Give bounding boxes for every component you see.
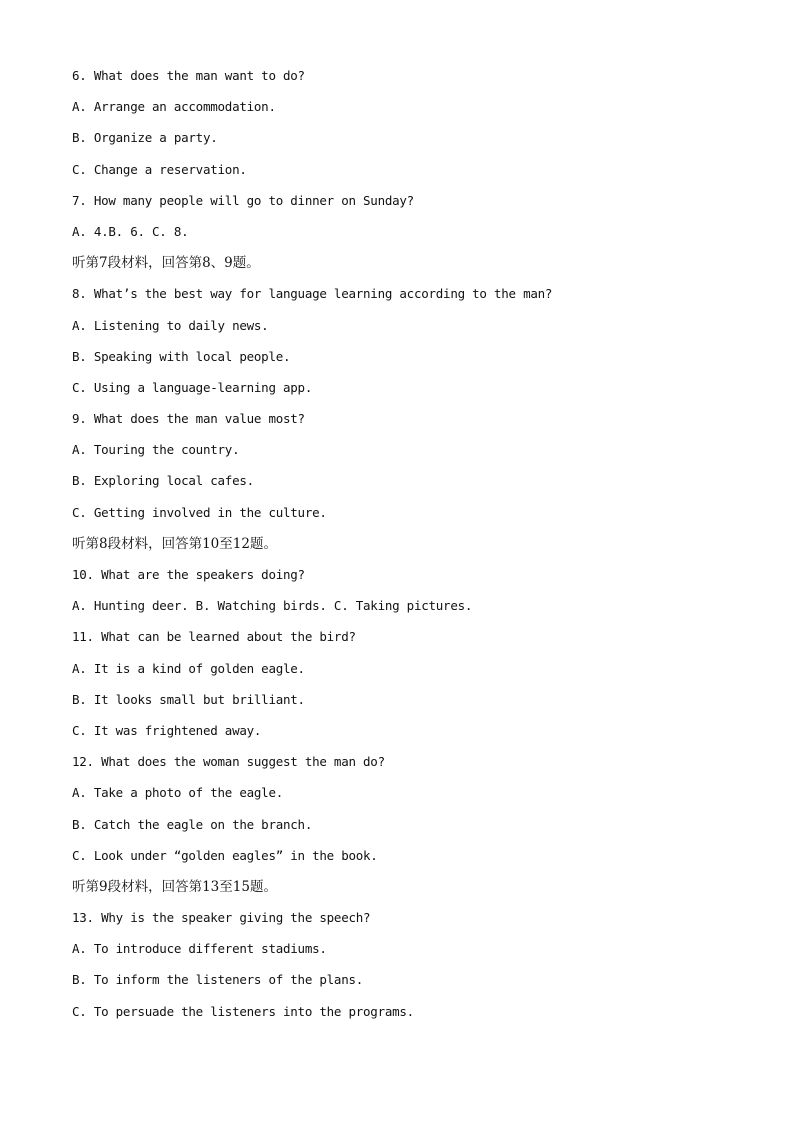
option-11c: C. It was frightened away. xyxy=(72,722,262,738)
option-6b: B. Organize a party. xyxy=(72,130,218,146)
option-13a: A. To introduce different stadiums. xyxy=(72,941,327,957)
question-7: 7. How many people will go to dinner on Sunday? xyxy=(72,192,414,208)
question-6: 6. What does the man want to do? xyxy=(72,68,305,83)
question-9: 9. What does the man value most? xyxy=(72,411,305,427)
options-7: A. 4.B. 6. C. 8. xyxy=(72,223,189,239)
option-9b: B. Exploring local cafes. xyxy=(72,473,254,489)
option-8c: C. Using a language-learning app. xyxy=(72,379,313,395)
option-13b: B. To inform the listeners of the plans. xyxy=(72,972,364,988)
question-8: 8. What’s the best way for language learning according to the man? xyxy=(72,286,553,302)
options-10: A. Hunting deer. B. Watching birds. C. Taking pictures. xyxy=(72,598,473,614)
section-heading-9: 听第9段材料，回答第13至15题。 xyxy=(72,878,277,895)
option-8a: A. Listening to daily news. xyxy=(72,317,269,333)
option-6a: A. Arrange an accommodation. xyxy=(72,99,276,115)
option-13c: C. To persuade the listeners into the programs. xyxy=(72,1003,414,1019)
option-6c: C. Change a reservation. xyxy=(72,161,247,177)
option-11b: B. It looks small but brilliant. xyxy=(72,691,305,707)
question-12: 12. What does the woman suggest the man do? xyxy=(72,754,385,770)
option-8b: B. Speaking with local people. xyxy=(72,348,291,364)
option-12b: B. Catch the eagle on the branch. xyxy=(72,816,313,832)
question-13: 13. Why is the speaker giving the speech? xyxy=(72,910,371,926)
question-11: 11. What can be learned about the bird? xyxy=(72,629,356,645)
section-heading-7: 听第7段材料，回答第8、9题。 xyxy=(72,255,260,272)
option-12c: C. Look under “golden eagles” in the book. xyxy=(72,847,378,863)
question-10: 10. What are the speakers doing? xyxy=(72,567,305,582)
option-9a: A. Touring the country. xyxy=(72,442,240,458)
option-9c: C. Getting involved in the culture. xyxy=(72,504,327,520)
option-11a: A. It is a kind of golden eagle. xyxy=(72,660,305,676)
document-page xyxy=(72,66,752,1033)
section-heading-8: 听第8段材料，回答第10至12题。 xyxy=(72,535,277,552)
option-12a: A. Take a photo of the eagle. xyxy=(72,785,283,801)
